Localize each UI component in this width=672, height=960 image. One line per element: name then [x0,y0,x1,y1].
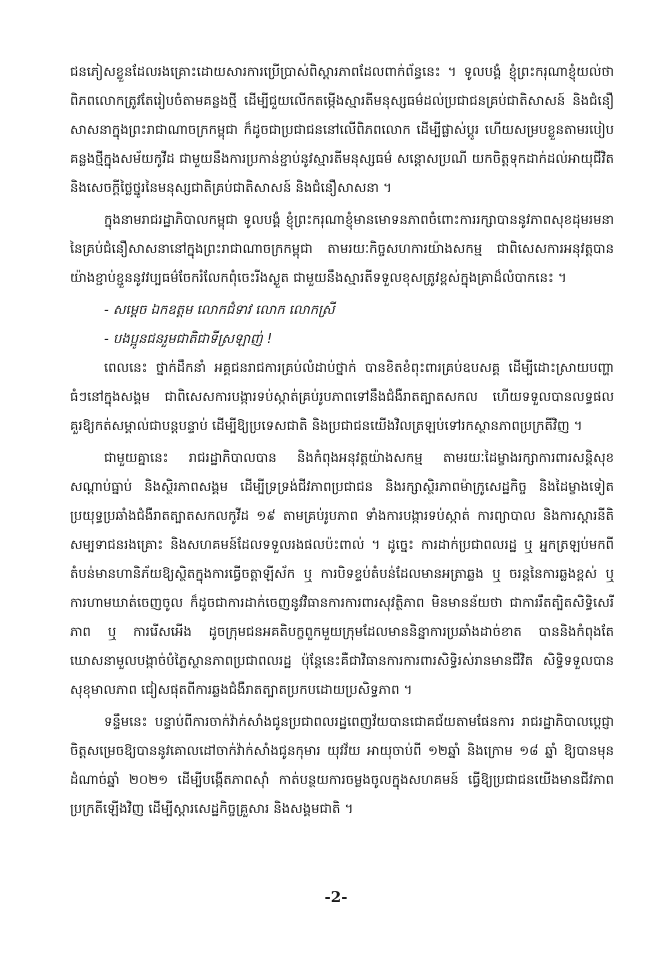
page-number: -2- [324,888,348,906]
salutation-1: - សម្ដេច ឯកឧត្ដម លោកជំទាវ លោក លោកស្រី [104,303,335,318]
paragraph-2: ក្នុងនាមរាជរដ្ឋាភិបាលកម្ពុជា ទូលបង្គំ ខ្ញុំព្រះករុណាខ្ញុំមានមោទនភាពចំពោះការរក្សាបាននូវភាពសុខដុមរមនានៃគ្រប់ជំនឿសាសនានៅក្នុងព្រះរាជាណាចក្រកម្ពុជា តាមរយៈកិច្ចសហការយ៉ាងសកម្ម ជាពិសេសការអនុវត្តបានយ៉ាងខ្ជាប់ខ្ជួននូវវប្បធម៌ចែករំលែកពុំចេះរីងស្ងួត ជាមួយនឹងស្មារតីទទួលខុសត្រូវខ្ពស់ក្នុងគ្រាដ៏លំបាកនេះ ។ [70,213,614,286]
paragraph-4: ជាមួយគ្នានេះ រាជរដ្ឋាភិបាលបាន និងកំពុងអនុវត្តយ៉ាងសកម្ម តាមរយៈដៃម្ខាងរក្សាការពារសន្ដិសុខ សណ្ដាប់ធ្នាប់ និងស្ថិរភាពសង្គម ដើម្បីទ្រទ្រង់ជីវភាពប្រជាជន និងរក្សាស្ថិរភាពម៉ាក្រូសេដ្ឋកិច្ច និងដៃម្ខាងទៀត ប្រយុទ្ធប្រឆាំងជំងឺរាតត្បាតសកលកូវីដ ១៩ តាមគ្រប់រូបភាព ទាំងការបង្ការទប់ស្កាត់ ការព្យាបាល និងការស្ដារនីតិសម្បទាជនរងគ្រោះ និងសហគមន៍ដែលទទួលរងផលប៉ះពាល់ ។ ដូច្នេះ ការដាក់ប្រជាពលរដ្ឋ ឬ អ្នកត្រឡប់មកពីតំបន់មានហានិភ័យឱ្យស្ថិតក្នុងការធ្វើចត្ដាឡីស័ក ឬ ការបិទខ្ទប់តំបន់ដែលមានអត្រាឆ្លង ឬ ចរន្តនៃការឆ្លងខ្ពស់ ឬ ការហាមឃាត់ចេញចូល ក៏ដូចជាការដាក់ចេញនូវវិធានការការពារសុវត្ថិភាព មិនមានន័យថា ជាការរឹតត្បិតសិទ្ធិសេរីភាព ឬ ការរើសអើង ដូចក្រុមជនអគតិបក្ខពួកមួយក្រុមដែលមាននិន្នាការប្រឆាំងដាច់ខាត បាននិងកំពុងតែឃោសនាមួលបង្កាច់បំភ្លៃស្ថានភាពប្រជាពលរដ្ឋ ប៉ុន្តែនេះគឺជាវិធានការការពារសិទ្ធិរស់រានមានជីវិត សិទ្ធិទទួលបានសុខុមាលភាព ជៀសផុតពីការឆ្លងជំងឺរាតត្បាតប្រកបដោយប្រសិទ្ធភាព ។ [70,451,614,698]
paragraph-1: ជនភៀសខ្លួនដែលរងគ្រោះដោយសារការប្រើប្រាស់ពិស្ដារភាពដែលពាក់ព័ន្ធនេះ ។ ទូលបង្គំ ខ្ញុំព្រះករុណាខ្ញុំយល់ថា ពិភពលោកត្រូវតែរៀបចំតាមគន្លងថ្មី ដើម្បីជួយលើកតម្កើងស្មារតីមនុស្សធម៌ដល់ប្រជាជនគ្រប់ជាតិសាសន៍ និងជំនឿសាសនាក្នុងព្រះរាជាណាចក្រកម្ពុជា ក៏ដូចជាប្រជាជននៅលើពិភពលោក ដើម្បីផ្លាស់ប្ដូរ ហើយសម្របខ្លួនតាមរបៀបគន្លងថ្មីក្នុងសម័យកូវីដ ជាមួយនឹងការប្រកាន់ខ្ជាប់នូវស្មារតីមនុស្សធម៌ សន្ដោសប្រណី យកចិត្តទុកដាក់ដល់អាយុជីវិត និងសេចក្ដីថ្លៃថ្នូរនៃមនុស្សជាតិគ្រប់ជាតិសាសន៍ និងជំនឿសាសនា ។ [70,65,614,196]
paragraph-5: ទន្ទឹមនេះ បន្ទាប់ពីការចាក់វ៉ាក់សាំងជូនប្រជាពលរដ្ឋពេញវ័យបានជោគជ័យតាមផែនការ រាជរដ្ឋាភិបាលប្ដេជ្ញាចិត្តសម្រេចឱ្យបាននូវគោលដៅចាក់វ៉ាក់សាំងជូនកុមារ យុវវ័យ អាយុចាប់ពី ១២ឆ្នាំ និងក្រោម ១៨ ឆ្នាំ ឱ្យបានមុនដំណាច់ឆ្នាំ ២០២១ ដើម្បីបង្កើតភាពស៊ាំ កាត់បន្ថយការចម្លងចូលក្នុងសហគមន៍ ធ្វើឱ្យប្រជាជនយើងមានជីវភាពប្រក្រតីឡើងវិញ ដើម្បីស្ដារសេដ្ឋកិច្ចគ្រួសារ និងសង្គមជាតិ ។ [70,715,614,817]
paragraph-3: ពេលនេះ ថ្នាក់ដឹកនាំ អគ្គជនរាជការគ្រប់លំដាប់ថ្នាក់ បានខិតខំពុះពារគ្រប់ឧបសគ្គ ដើម្បីដោះស្រាយបញ្ហាធំៗនៅក្នុងសង្គម ជាពិសេសការបង្ការទប់ស្កាត់គ្រប់រូបភាពទៅនឹងជំងឺរាតត្បាតសកល ហើយទទួលបានលទ្ធផលគួរឱ្យកត់សម្គាល់ជាបន្តបន្ទាប់ ដើម្បីឱ្យប្រទេសជាតិ និងប្រជាជនយើងវិលត្រឡប់ទៅរកស្ថានភាពប្រក្រតីវិញ ។ [70,361,614,434]
salutation-2: - បងប្អូនជនរួមជាតិជាទីស្រឡាញ់ ! [104,332,273,347]
